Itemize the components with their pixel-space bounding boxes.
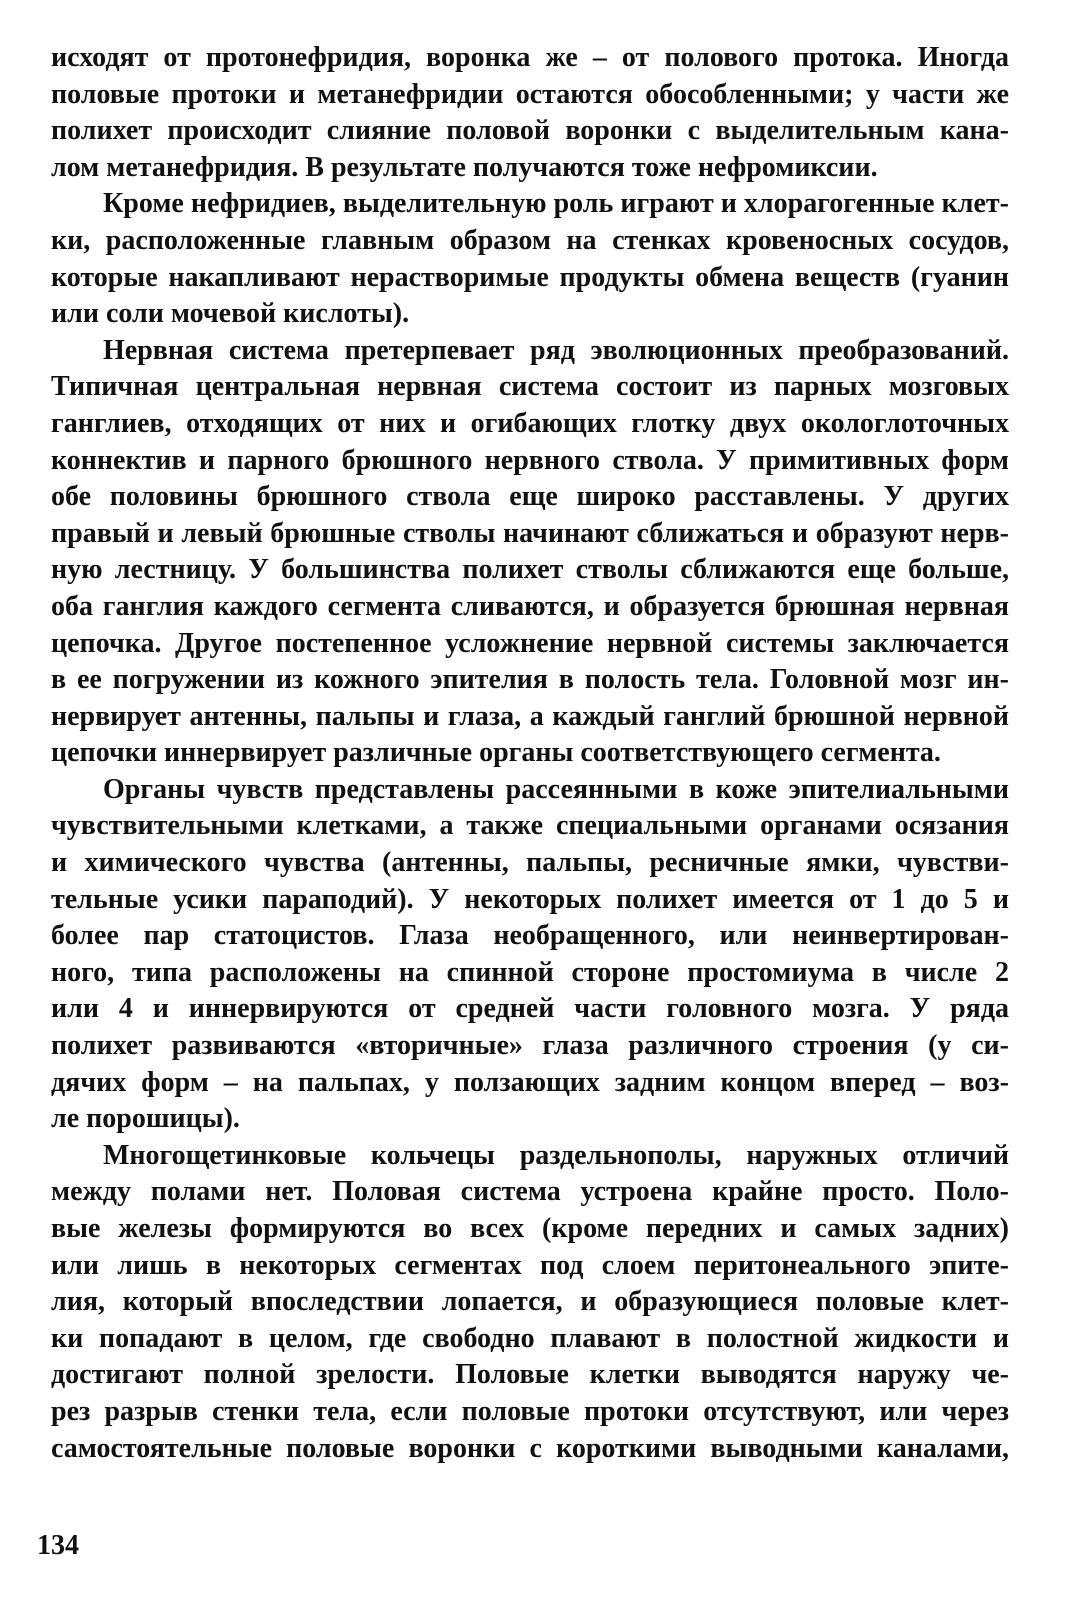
text-line: достигают полной зрелости. Половые клетки выводятся наружу че- <box>51 1359 1009 1391</box>
paragraph <box>51 1138 1009 1467</box>
text-line: оба ганглия каждого сегмента сливаются, и образуется брюшная нервная <box>51 590 1009 622</box>
text-line: обе половины брюшного ствола еще широко расставлены. У других <box>51 481 1009 513</box>
text-line: Многощетинковые кольчецы раздельнополы, наружных отличий <box>103 1139 1009 1171</box>
text-line: Органы чувств представлены рассеянными в коже эпителиальными <box>103 773 1009 805</box>
page-number: 134 <box>37 1530 79 1561</box>
text-line: Типичная центральная нервная система состоит из парных мозговых <box>51 371 1009 403</box>
paragraph <box>51 333 1009 772</box>
text-line: или лишь в некоторых сегментах под слоем перитонеального эпите- <box>51 1249 1009 1281</box>
text-line: коннектив и парного брюшного нервного ствола. У примитивных форм <box>51 444 1009 476</box>
paragraph <box>51 186 1009 332</box>
text-line: тельные усики параподий). У некоторых полихет имеется от 1 до 5 и <box>51 883 1009 915</box>
text-line: чувствительными клетками, а также специальными органами осязания <box>51 810 1009 842</box>
text-line: ную лестницу. У большинства полихет стволы сближаются еще больше, <box>51 554 1009 586</box>
text-line: Кроме нефридиев, выделительную роль играют и хлорагогенные клет- <box>103 188 1009 220</box>
text-line: Нервная система претерпевает ряд эволюционных преобразований. <box>103 334 1009 366</box>
text-line: в ее погружении из кожного эпителия в полость тела. Головной мозг ин- <box>51 664 1009 696</box>
text-line: ки, расположенные главным образом на стенках кровеносных сосудов, <box>51 224 1009 256</box>
text-line: более пар статоцистов. Глаза необращенного, или неинвертирован- <box>51 920 1009 952</box>
text-line: и химического чувства (антенны, пальпы, ресничные ямки, чувстви- <box>51 847 1009 879</box>
text-line: вые железы формируются во всех (кроме передних и самых задних) <box>51 1213 1009 1244</box>
text-column <box>51 40 1009 1467</box>
text-line: правый и левый брюшные стволы начинают сближаться и образуют нерв- <box>51 517 1009 549</box>
text-line: между полами нет. Половая система устроена крайне просто. Поло- <box>51 1176 1009 1208</box>
text-line: половые протоки и метанефридии остаются обособленными; у части же <box>51 78 1009 110</box>
text-line: ного, типа расположены на спинной стороне простомиума в числе 2 <box>51 956 1009 988</box>
text-line: ле порошицы). <box>51 1103 240 1135</box>
text-line: или соли мочевой кислоты). <box>51 298 410 330</box>
text-line: нервирует антенны, пальпы и глаза, а каждый ганглий брюшной нервной <box>51 700 1009 732</box>
text-line: полихет происходит слияние половой воронки с выделительным кана- <box>51 115 1009 147</box>
text-line: лия, который впоследствии лопается, и образующиеся половые клет- <box>51 1286 1009 1318</box>
text-line: цепочки иннервирует различные органы соответствующего сегмента. <box>51 737 941 769</box>
text-line: полихет развиваются «вторичные» глаза различного строения (у си- <box>51 1030 1009 1062</box>
text-line: которые накапливают нерастворимые продукты обмена веществ (гуанин <box>51 261 1009 293</box>
text-line: ки попадают в целом, где свободно плавают в полостной жидкости и <box>51 1322 1009 1354</box>
text-line: исходят от протонефридия, воронка же – от полового протока. Иногда <box>51 42 1009 73</box>
text-line: цепочка. Другое постепенное усложнение нервной системы заключается <box>51 627 1009 659</box>
page-body <box>51 40 1009 1467</box>
paragraph <box>51 772 1009 1138</box>
paragraph <box>51 40 1009 186</box>
text-line: или 4 и иннервируются от средней части головного мозга. У ряда <box>51 993 1009 1025</box>
text-line: дячих форм – на пальпах, у ползающих задним концом вперед – воз- <box>51 1066 1009 1098</box>
text-line: самостоятельные половые воронки с короткими выводными каналами, <box>51 1432 1009 1464</box>
text-line: ганглиев, отходящих от них и огибающих глотку двух окологлоточных <box>51 407 1009 439</box>
text-line: рез разрыв стенки тела, если половые протоки отсутствуют, или через <box>51 1395 1009 1427</box>
text-line: лом метанефридия. В результате получаются тоже нефромиксии. <box>51 151 878 183</box>
